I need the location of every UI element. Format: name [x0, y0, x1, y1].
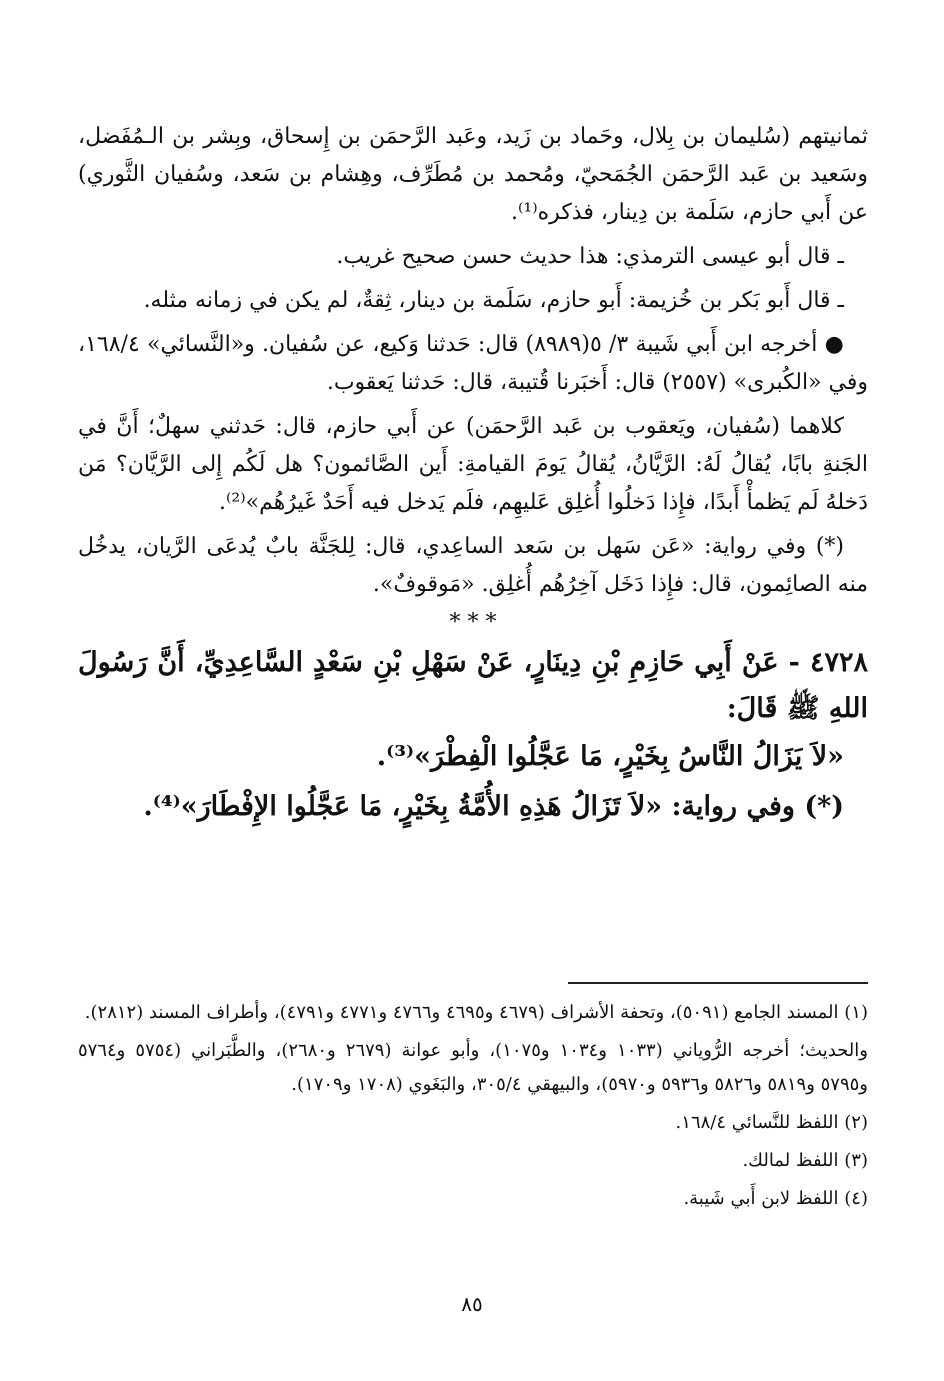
paragraph-variant-riwayah: (*) وفي رواية: «عَن سَهل بن سَعد الساعِدي، قال: لِلجَنَّة بابٌ يُدعَى الرَّيان، يدخُل منه الصائِمون، قال: فإِذا دَخَل آخِرُهُم أُغلِق. «مَوقوفٌ».	[78, 534, 868, 597]
main-text	[78, 118, 868, 832]
footnote-1: (١) المسند الجامع (٥٠٩١)، وتحفة الأشراف (٤٦٧٩ و٤٦٩٥ و٤٧٦٦ و٤٧٧١ و٤٧٩١)، وأطراف المسند (٢٨١٢).	[84, 1002, 868, 1023]
section-separator: * * *	[449, 610, 497, 635]
footnote-4: (٤) اللفظ لابن أَبي شَيبة.	[683, 1188, 868, 1209]
paragraph-narrators: ثمانيتهم (سُليمان بن بِلال، وحَماد بن زَيد، وعَبد الرَّحمَن بن إِسحاق، وبِشر بن الـمُفَضل، وسَعيد بن عَبد الرَّحمَن الجُمَحيّ، ومُحمد بن مُطَرِّف، وهِشام بن سَعد، وسُفيان الثَّوري) عن أَبي حازم، سَلَمة بن دِينار، فذكره⁽¹⁾.	[78, 124, 868, 225]
paragraph-tirmidhi: ـ قال أبو عيسى الترمذي: هذا حديث حسن صحيح غريب.	[336, 244, 844, 269]
paragraph-rayyan-hadith: كلاهما (سُفيان، ويَعقوب بن عَبد الرَّحمَن) عن أَبي حازم، قال: حَدثني سهلٌ؛ أَنَّ في الجَنةِ بابًا، يُقالُ لَهُ: الرَّيَّانُ، يُقالُ يَومَ القيامةِ: أَين الصَّائمون؟ هل لَكُم إِلى الرَّيَّان؟ مَن دَخلهُ لَم يَظمأْ أَبدًا، فإِذا دَخلُوا أُغلِق عَليهِم، فلَم يَدخل فيه أَحَدٌ غَيرُهُم»⁽²⁾.	[78, 414, 868, 515]
footnote-1-continued: والحديث؛ أخرجه الرُّوياني (١٠٣٣ و١٠٣٤ و١٠٧٥)، وأبو عوانة (٢٦٧٩ و٢٦٨٠)، والطَّبَراني (٥٧٥٤ و٥٧٦٤ و٥٧٩٥ و٥٨١٩ و٥٨٢٦ و٥٩٣٦ و٥٩٧٠)، والبيهقي ٣٠٥/٤، والبَغَوي (١٧٠٨ و١٧٠٩).	[78, 1040, 868, 1095]
hadith-variant: (*) وفي رواية: «لاَ تَزَالُ هَذِهِ الأُمَّةُ بِخَيْرٍ، مَا عَجَّلُوا الإِفْطَارَ»⁽⁴⁾.	[143, 791, 844, 822]
footnote-3: (٣) اللفظ لمالك.	[742, 1150, 868, 1171]
footnote-divider	[568, 982, 868, 984]
hadith-heading: ٤٧٢٨ - عَنْ أَبِي حَازِمِ بْنِ دِينَارٍ، عَنْ سَهْلِ بْنِ سَعْدٍ السَّاعِدِيِّ، أَنَّ رَسُولَ اللهِ ﷺ قَالَ:	[78, 647, 868, 724]
paragraph-takhrij: ● أخرجه ابن أَبي شَيبة ٣/ ٥(٨٩٨٩) قال: حَدثنا وَكيع، عن سُفيان. و«النَّسائي» ١٦٨/٤، وفي «الكُبرى» (٢٥٥٧) قال: أَخبَرنا قُتيبة، قال: حَدثنا يَعقوب.	[78, 332, 868, 395]
hadith-text: «لاَ يَزَالُ النَّاسُ بِخَيْرٍ، مَا عَجَّلُوا الْفِطْرَ»⁽³⁾.	[376, 741, 844, 772]
paragraph-ibn-khuzaymah: ـ قال أَبو بَكر بن خُزيمة: أَبو حازم، سَلَمة بن دينار، ثِقةٌ، لم يكن في زمانه مثله.	[143, 288, 844, 313]
page-number: ٨٥	[461, 1292, 483, 1316]
footnotes	[78, 956, 868, 1220]
footnote-2: (٢) اللفظ للنَّسائي ١٦٨/٤.	[675, 1112, 868, 1133]
